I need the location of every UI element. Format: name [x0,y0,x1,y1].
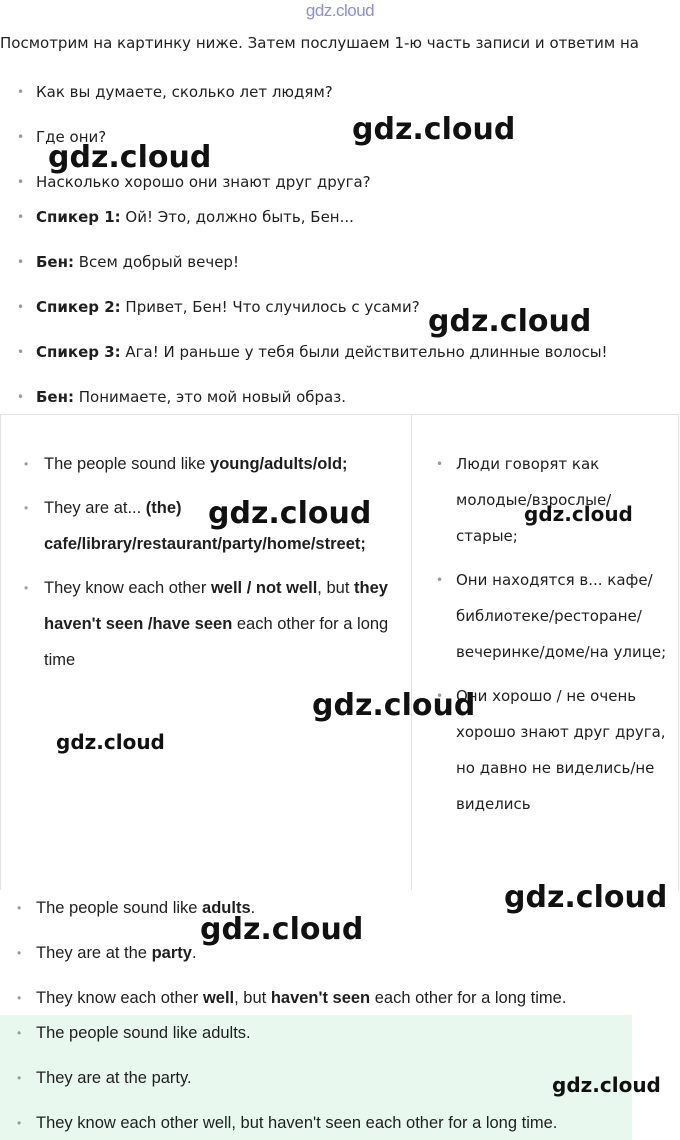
column-divider [411,415,412,890]
list-item: • They are at... (the) cafe/library/restaurant/party/home/street; [44,490,400,562]
watermark: gdz.cloud [504,880,668,915]
watermark: gdz.cloud [524,502,633,526]
dialogue-line: • Бен: Всем добрый вечер! [36,252,239,272]
speaker-label: Спикер 3 [36,343,115,361]
answer-item: • The people sound like adults. [36,898,255,918]
list-item: • Люди говорят как молодые/взрослые/старые; [456,446,671,554]
answer-item: • They know each other well, but haven't seen each other for a long time. [36,988,566,1008]
watermark: gdz.cloud [428,304,592,339]
answer-item: • The people sound like adults. [36,1023,251,1043]
dialogue-line: • Спикер 1: Ой! Это, должно быть, Бен... [36,207,354,227]
watermark: gdz.cloud [200,912,364,947]
answer-item: • They are at the party. [36,1068,192,1088]
watermark: gdz.cloud [312,688,476,723]
list-item: • Где они? [36,127,106,147]
dialogue-line: • Бен: Понимаете, это мой новый образ. [36,387,346,407]
watermark: gdz.cloud [56,730,165,754]
list-item: • Как вы думаете, сколько лет людям? [36,82,333,102]
speaker-label: Бен: [36,253,74,271]
dialogue-line: • Спикер 2: Привет, Бен! Что случилось с усами? [36,297,420,317]
list-item: • Они находятся в... кафе/библиотеке/ресторане/вечеринке/доме/на улице; [456,562,671,670]
english-column [44,446,400,686]
russian-column [456,446,671,830]
list-item: • Насколько хорошо они знают друг друга? [36,172,371,192]
list-item: • The people sound like young/adults/old; [44,446,400,482]
speaker-label: Бен: [36,388,74,406]
list-item: • They know each other well / not well, but they haven't seen /have seen each other for a long time [44,570,400,678]
watermark: gdz.cloud [208,496,372,531]
watermark: gdz.cloud [352,112,516,147]
watermark: gdz.cloud [48,140,212,175]
site-logo[interactable]: gdz.cloud [305,1,375,20]
speaker-label: Спикер 2 [36,298,115,316]
list-item: • Они хорошо / не очень хорошо знают друг друга, но давно не виделись/не виделись [456,678,671,822]
speaker-label: Спикер 1 [36,208,115,226]
answer-item: • They know each other well, but haven't seen each other for a long time. [36,1113,557,1133]
dialogue-line: • Спикер 3: Ага! И раньше у тебя были действительно длинные волосы! [36,342,608,362]
answer-item: • They are at the party. [36,943,197,963]
watermark: gdz.cloud [552,1073,661,1097]
intro-text: Посмотрим на картинку ниже. Затем послушаем 1-ю часть записи и ответим на [0,34,640,52]
